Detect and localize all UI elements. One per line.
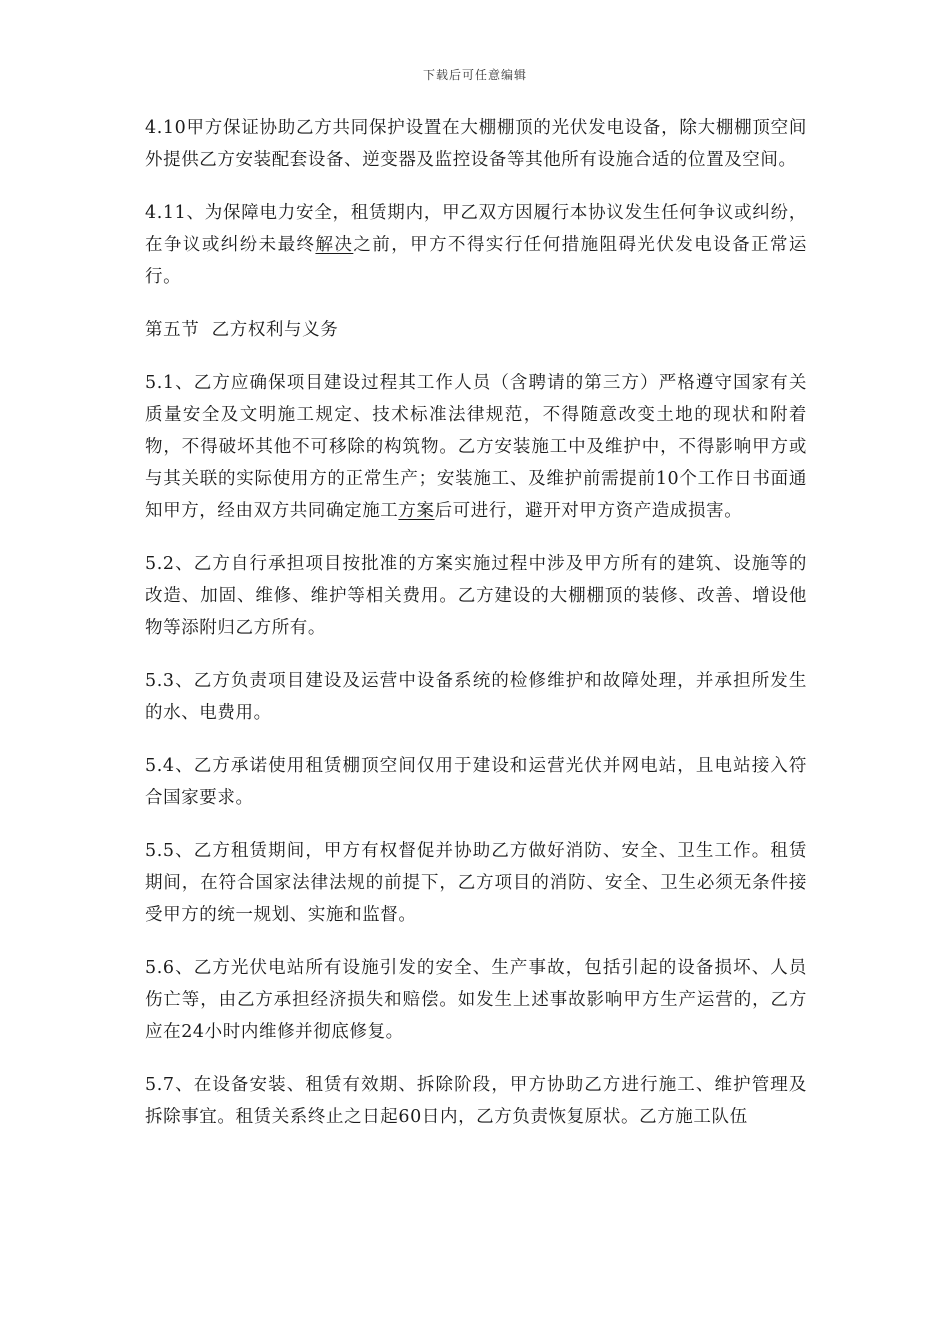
clause-text: 5.6、乙方光伏电站所有设施引发的安全、生产事故，包括引起的设备损坏、人员伤亡等，由乙方承担经济损失和赔偿。如发生上述事故影响甲方生产运营的，乙方应在24小时内维修并彻底修复。 [145,958,807,1042]
clause-text: 之前，甲方不得实行任何措施阻碍光伏发电设备正常运行。 [145,235,808,287]
clause-5-1 [145,367,807,527]
clause-text: 5.2、乙方自行承担项目按批准的方案实施过程中涉及甲方所有的建筑、设施等的改造、加固、维修、维护等相关费用。乙方建设的大棚棚顶的装修、改善、增设他物等添附归乙方所有。 [145,554,807,638]
clause-text: 5.7、在设备安装、租赁有效期、拆除阶段，甲方协助乙方进行施工、维护管理及拆除事宜。租赁关系终止之日起60日内，乙方负责恢复原状。乙方施工队伍 [145,1075,807,1127]
clause-4-11 [145,197,807,293]
clause-5-5 [145,835,807,931]
clause-text: 后可进行，避开对甲方资产造成损害。 [434,501,743,521]
clause-5-6 [145,952,807,1048]
section-heading [145,314,807,346]
clause-5-7 [145,1069,807,1133]
document-body [145,112,807,1154]
clause-5-3 [145,665,807,729]
clause-5-4 [145,750,807,814]
clause-text: 5.3、乙方负责项目建设及运营中设备系统的检修维护和故障处理，并承担所发生的水、电费用。 [145,671,807,723]
clause-5-2 [145,548,807,644]
clause-text: 4.10甲方保证协助乙方共同保护设置在大棚棚顶的光伏发电设备，除大棚棚顶空间外提供乙方安装配套设备、逆变器及监控设备等其他所有设施合适的位置及空间。 [145,118,807,170]
clause-text: 5.5、乙方租赁期间，甲方有权督促并协助乙方做好消防、安全、卫生工作。租赁期间，在符合国家法律法规的前提下，乙方项目的消防、安全、卫生必须无条件接受甲方的统一规划、实施和监督。 [145,841,807,925]
header-note: 下载后可任意编辑 [422,68,527,82]
section-title: 第五节 乙方权利与义务 [145,320,339,340]
underlined-term: 解决 [315,235,354,255]
clause-text: 4.11、为保障电力安全，租赁期内，甲乙双方因履行本协议发生任何争议或纠纷，在争议或纠纷未最终 [145,203,807,255]
clause-text: 5.1、乙方应确保项目建设过程其工作人员（含聘请的第三方）严格遵守国家有关质量安全及文明施工规定、技术标准法律规范，不得随意改变土地的现状和附着物，不得破坏其他不可移除的构筑物。乙方安装施工中及维护中，不得影响甲方或与其关联的实际使用方的正常生产；安装施工、及维护前需提前10个工作日书面通知甲方，经由双方共同确定施工 [145,373,807,521]
underlined-term: 方案 [398,501,435,521]
clause-text: 5.4、乙方承诺使用租赁棚顶空间仅用于建设和运营光伏并网电站，且电站接入符合国家要求。 [145,756,807,808]
clause-4-10 [145,112,807,176]
